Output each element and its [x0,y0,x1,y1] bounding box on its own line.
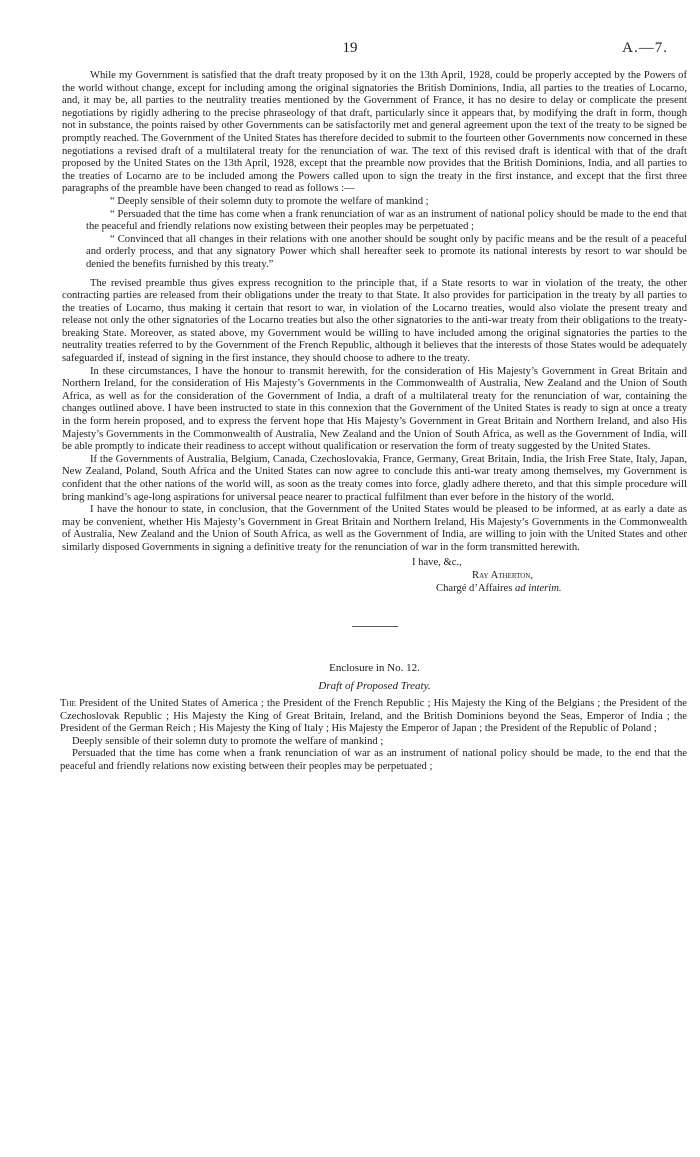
treaty-parties-text: President of the United States of America ; the President of the French Republic ; His Majesty the King of the Belgians ; the President of the Czechoslovak Republic ; His Majesty the King of Great Britain, Ireland, and the British Dominions beyond the Seas, Emperor of India ; the President of the German Reich ; His Majesty the King of Italy ; His Majesty the Emperor of Japan ; the President of the Republic of Poland ; [60,697,687,735]
page-number: 19 [342,40,358,56]
signatory-title-text: Chargé d’Affaires [436,583,516,595]
treaty-clause: Persuaded that the time has come when a frank renunciation of war as an instrument of national policy should be made, to the end that the peaceful and friendly relations now existing between their peoples may be perpetuated ; [60,748,687,772]
quote-paragraph: “ Persuaded that the time has come when a frank renunciation of war as an instrument of national policy should be made to the end that the peaceful and friendly relations now existing between their peoples may be perpetuated ; [86,208,687,233]
body-paragraph: I have the honour to state, in conclusion, that the Government of the United States would be pleased to be informed, at as early a date as may be convenient, whether His Majesty’s Government in Great Britain and Northern Ireland, His Majesty’s Governments in the Commonwealth of Australia, New Zealand and the Union of South Africa, as well as the Government of India, are willing to join with the United States and other similarly disposed Governments in signing a definitive treaty for the renunciation of war in the form transmitted herewith. [62,504,687,553]
body-paragraph: In these circumstances, I have the honour to transmit herewith, for the consideration of His Majesty’s Government in Great Britain and Northern Ireland, for the consideration of His Majesty’s Governments in the Commonwealth of Australia, New Zealand and the Union of South Africa, as well as for the consideration of the Government of India, a draft of a multilateral treaty for the renunciation of war, containing the changes outlined above. I have been instructed to state in this connexion that the Government of the United States is ready to sign at once a treaty in the form herein proposed, and to express the fervent hope that His Majesty’s Government in Great Britain and Northern Ireland, and also His Majesty’s Governments in the Commonwealth of Australia, New Zealand and the Union of South Africa, as well as the Government of India, will be able promptly to indicate their readiness to accept without qualification or reservation the form of treaty suggested by the United States. [62,365,687,453]
quote-paragraph: “ Convinced that all changes in their relations with one another should be sought only by pacific means and be the result of a peaceful and orderly process, and that any signatory Power which shall hereafter seek to promote its national interests by resort to war should be denied the benefits furnished by this treaty.” [86,233,687,270]
treaty-parties [60,698,687,736]
signatory-title [412,582,687,595]
body-paragraph: If the Governments of Australia, Belgium, Canada, Czechoslovakia, France, Germany, Great Britain, India, the Irish Free State, Italy, Japan, New Zealand, Poland, South Africa and the United States can now agree to conclude this anti-war treaty among themselves, my Government is confident that the other nations of the world will, as soon as the treaty comes into force, gladly adhere thereto, and that this simple procedure will bring mankind’s age-long aspirations for universal peace nearer to practical fulfilment than ever before in the history of the world. [62,453,687,503]
signature-closing: I have, &c., [412,556,462,568]
enclosure-title: Enclosure in No. 12. [329,661,420,674]
body-paragraph: The revised preamble thus gives express recognition to the principle that, if a State resorts to war in violation of the treaty, the other contracting parties are released from their obligations under the treaty to that State. It also provides for participation in the treaty by all parties to the treaties of Locarno, thus making it certain that resort to war, in violation of the Locarno treaties, would also violate the present treaty and release not only the other signatories of the Locarno treaties but also the other signatories to the anti-war treaty from their obligations to the treaty-breaking State. Moreover, as stated above, my Government would be willing to have included among the original signatories the parties to the neutrality treaties referred to by the Government of the French Republic, although it believes that the interests of those States would be adequately safeguarded if, instead of signing in the first instance, they should choose to adhere to the treaty. [62,277,687,365]
draft-treaty [60,698,687,774]
section-divider [352,626,398,627]
document-reference: A.—7. [622,40,668,56]
signatory-name: Ray Atherton, [472,569,534,581]
signatory-title-italic: ad interim. [515,583,562,595]
body-paragraph: While my Government is satisfied that the draft treaty proposed by it on the 13th April, 1928, could be properly accepted by the Powers of the world without change, except for including among the original signatories the British Dominions, India, all parties to the treaties of Locarno, and, it may be, all parties to the neutrality treaties mentioned by the Government of France, it has no desire to delay or complicate the present negotiations by rigidly adhering to the precise phraseology of that draft, particularly since it appears that, by modifying the draft in form, though not in substance, the points raised by other Governments can be satisfactorily met and general agreement upon the text of the treaty to be signed be promptly reached. The Government of the United States has therefore decided to submit to the fourteen other Governments now concerned in these negotiations a revised draft of a multilateral treaty for the renunciation of war. The text of this revised draft is identical with that of the draft proposed by the United States on the 13th April, 1928, except that the preamble now provides that the British Dominions, India, and all parties to the treaties of Locarno are to be included among the Powers called upon to sign the treaty in the first instance, and except that the first three paragraphs of the preamble have been changed to read as follows :— [62,70,687,195]
enclosure-subtitle: Draft of Proposed Treaty. [318,680,431,693]
signature-block [412,556,687,596]
preamble-quote [86,196,687,272]
treaty-clause: Deeply sensible of their solemn duty to promote the welfare of mankind ; [72,735,384,747]
treaty-lead-word: The [60,697,76,709]
quote-paragraph: “ Deeply sensible of their solemn duty to promote the welfare of mankind ; [110,195,429,207]
page-header [0,42,700,58]
document-body [62,70,687,774]
